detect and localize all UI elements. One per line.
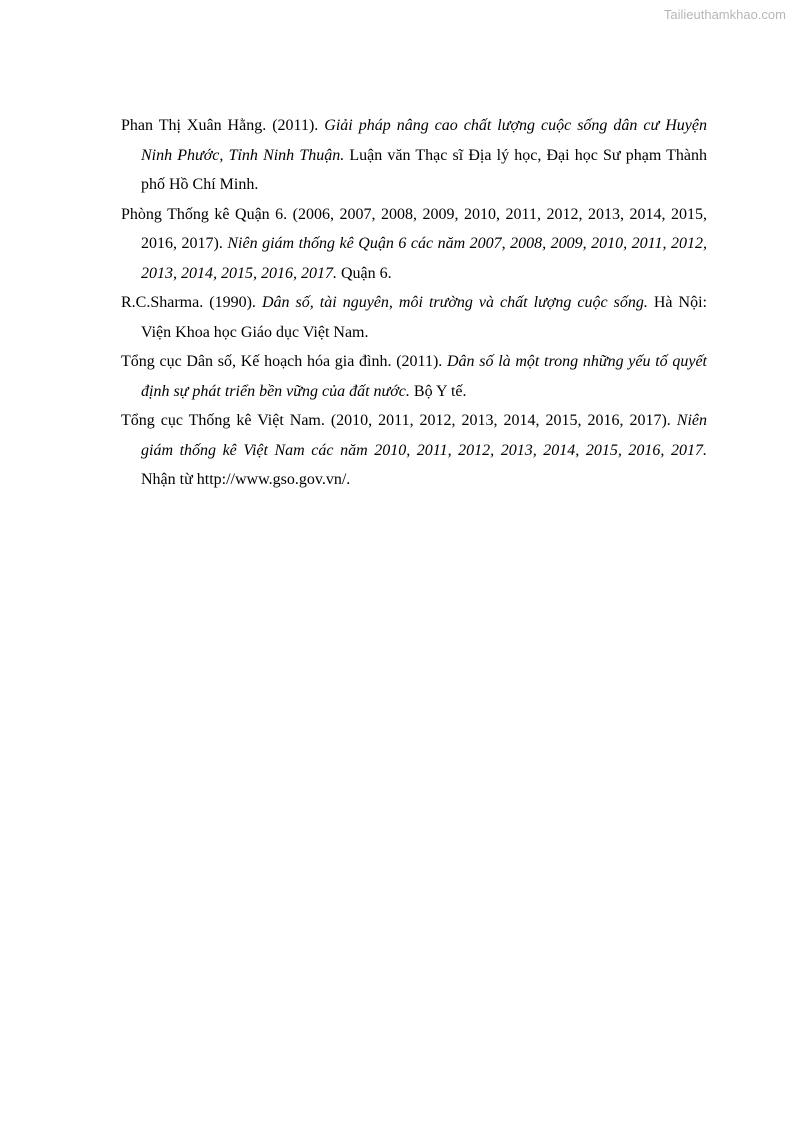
reference-authors-year: Phan Thị Xuân Hằng. (2011). bbox=[121, 117, 325, 134]
reference-publisher: Bộ Y tế. bbox=[409, 382, 467, 400]
reference-title: Giải pháp nâng cao chất lượng cuộc sống dân cư Huyện Ninh Phước, Tỉnh Ninh Thuận. bbox=[141, 117, 707, 164]
watermark: Tailieuthamkhao.com bbox=[663, 7, 786, 22]
reference-entry bbox=[121, 111, 707, 200]
reference-entry bbox=[121, 200, 707, 289]
reference-title: Niên giám thống kê Quận 6 các năm 2007, 2008, 2009, 2010, 2011, 2012, 2013, 2014, 2015, 2016, 2017. bbox=[141, 235, 708, 282]
reference-authors-year: Tổng cục Thống kê Việt Nam. (2010, 2011, 2012, 2013, 2014, 2015, 2016, 2017). bbox=[121, 412, 677, 429]
reference-authors-year: Tổng cục Dân số, Kế hoạch hóa gia đình. (2011). bbox=[121, 353, 447, 370]
reference-title: Niên giám thống kê Việt Nam các năm 2010, 2011, 2012, 2013, 2014, 2015, 2016, 2017. bbox=[141, 412, 707, 459]
reference-entry bbox=[121, 347, 707, 406]
reference-title: Dân số là một trong những yếu tố quyết định sự phát triển bền vững của đất nước. bbox=[141, 353, 707, 400]
reference-authors-year: Phòng Thống kê Quận 6. (2006, 2007, 2008, 2009, 2010, 2011, 2012, 2013, 2014, 2015, 2016, 2017). bbox=[121, 205, 707, 252]
reference-publisher: Nhận từ http://www.gso.gov.vn/. bbox=[141, 471, 351, 488]
reference-publisher: Luận văn Thạc sĩ Địa lý học, Đại học Sư phạm Thành phố Hồ Chí Minh. bbox=[141, 146, 708, 193]
reference-publisher: Hà Nội: Viện Khoa học Giáo dục Việt Nam. bbox=[141, 294, 708, 341]
reference-entry bbox=[121, 406, 707, 495]
reference-title: Dân số, tài nguyên, môi trường và chất lượng cuộc sống. bbox=[261, 294, 648, 311]
reference-list bbox=[121, 111, 707, 495]
reference-publisher: Quận 6. bbox=[337, 264, 392, 282]
reference-authors-year: R.C.Sharma. (1990). bbox=[121, 294, 262, 311]
reference-entry bbox=[121, 288, 707, 347]
